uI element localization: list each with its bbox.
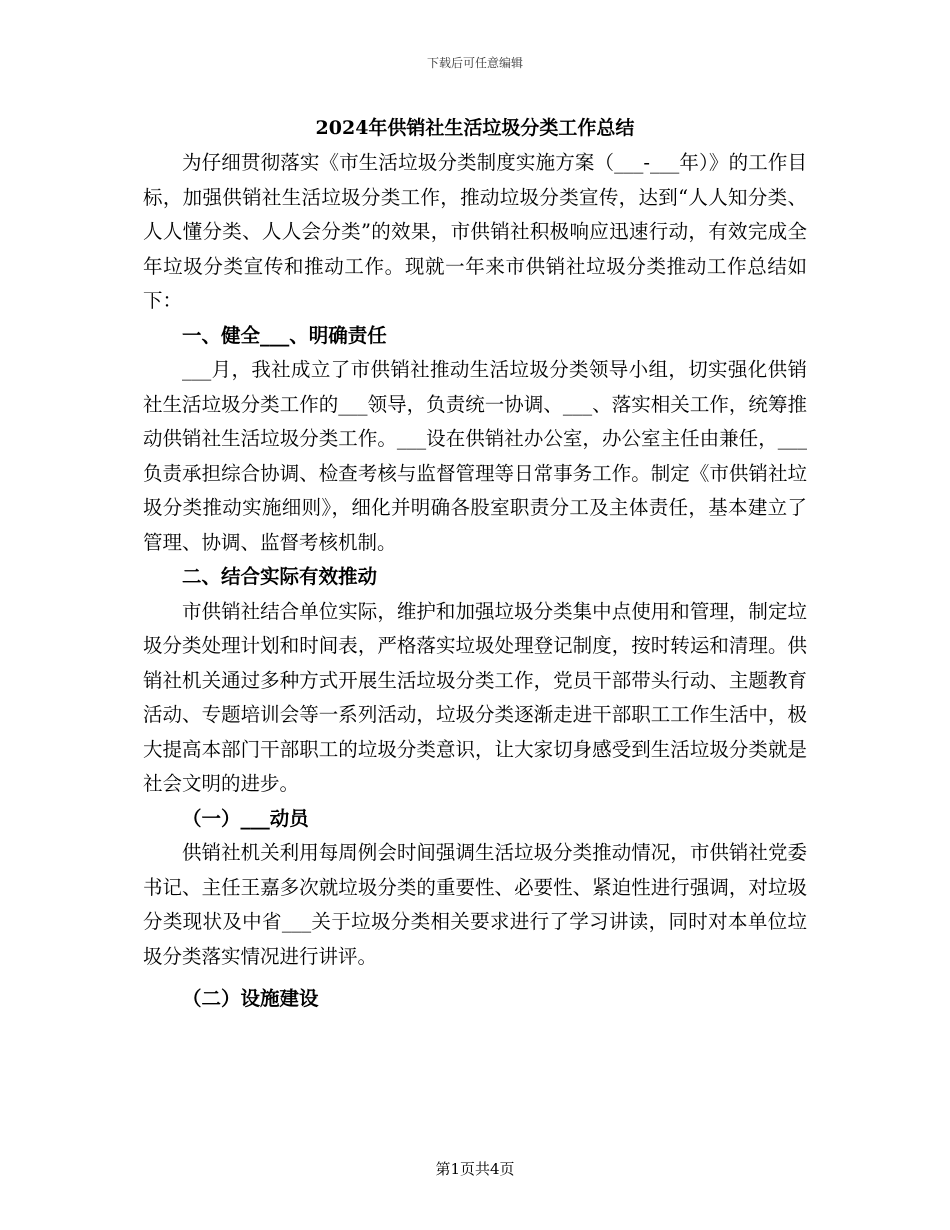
section-heading-2: 二、结合实际有效推动 (182, 565, 378, 588)
subsection-heading-2: （二）设施建设 (182, 987, 319, 1010)
document-title: 2024年供销社生活垃圾分类工作总结 (315, 117, 635, 139)
intro-paragraph: 为仔细贯彻落实《市生活垃圾分类制度实施方案（___-___年）》的工作目标，加强供销社生活垃圾分类工作，推动垃圾分类宣传，达到“人人知分类、人人懂分类、人人会分类”的效果，市供销社积极响应迅速行动，有效完成全年垃圾分类宣传和推动工作。现就一年来市供销社垃圾分类推动工作总结如下： (143, 151, 807, 312)
section-2-paragraph: 市供销社结合单位实际，维护和加强垃圾分类集中点使用和管理，制定垃圾分类处理计划和时间表，严格落实垃圾处理登记制度，按时转运和清理。供销社机关通过多种方式开展生活垃圾分类工作，党员干部带头行动、主题教育活动、专题培训会等一系列活动，垃圾分类逐渐走进干部职工工作生活中，极大提高本部门干部职工的垃圾分类意识，让大家切身感受到生活垃圾分类就是社会文明的进步。 (143, 599, 807, 795)
page-footer: 第1页共4页 (435, 1160, 515, 1178)
header-note: 下载后可任意编辑 (426, 56, 523, 70)
subsection-1-paragraph: 供销社机关利用每周例会时间强调生活垃圾分类推动情况，市供销社党委书记、主任王嘉多次就垃圾分类的重要性、必要性、紧迫性进行强调，对垃圾分类现状及中省___关于垃圾分类相关要求进行了学习讲读，同时对本单位垃圾分类落实情况进行讲评。 (143, 841, 807, 968)
section-1-paragraph: ___月，我社成立了市供销社推动生活垃圾分类领导小组，切实强化供销社生活垃圾分类工作的___领导，负责统一协调、___、落实相关工作，统筹推动供销社生活垃圾分类工作。___设在供销社办公室，办公室主任由兼任，___负责承担综合协调、检查考核与监督管理等日常事务工作。制定《市供销社垃圾分类推动实施细则》，细化并明确各股室职责分工及主体责任，基本建立了管理、协调、监督考核机制。 (143, 358, 807, 554)
subsection-heading-1: （一）___动员 (182, 806, 309, 830)
section-heading-1: 一、健全___、明确责任 (182, 323, 387, 347)
document-body (143, 146, 807, 1017)
